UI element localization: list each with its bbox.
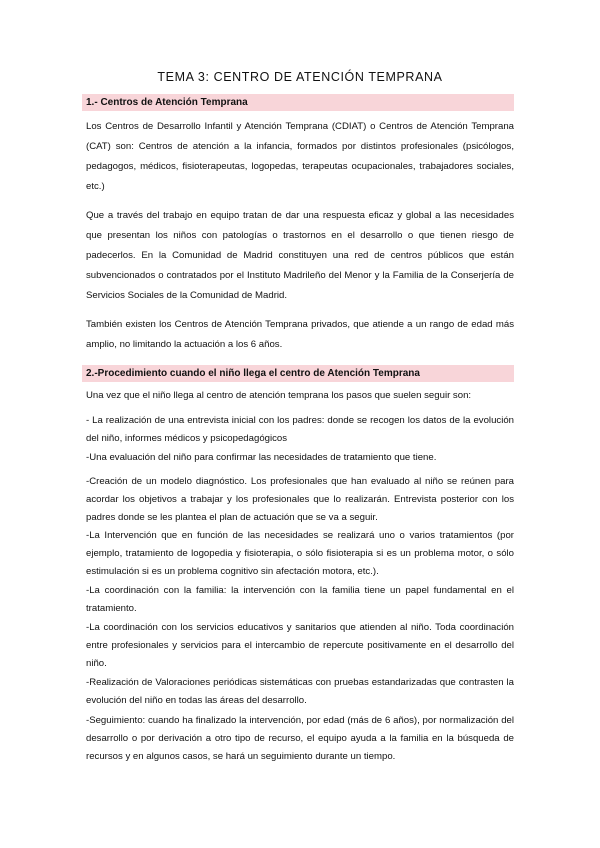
section-2-heading: 2.-Procedimiento cuando el niño llega el centro de Atención Temprana	[82, 365, 514, 382]
section-2-intro: Una vez que el niño llega al centro de atención temprana los pasos que suelen seguir son:	[86, 390, 472, 401]
step-4: -La Intervención que en función de las necesidades se realizará uno o varios tratamientos (por ejemplo, tratamiento de logopedia y fisioterapia, o sólo fisioterapia si es un problema motor, o sólo estimulación si es un problema cognitivo sin afectación motora, etc.).	[86, 530, 514, 577]
step-7: -Realización de Valoraciones periódicas sistemáticas con pruebas estandarizadas que contrasten la evolución del niño en todas las áreas del desarrollo.	[86, 677, 514, 706]
step-2: -Una evaluación del niño para confirmar las necesidades de tratamiento que tiene.	[86, 452, 437, 463]
step-5: -La coordinación con la familia: la intervención con la familia tiene un papel fundamental en el tratamiento.	[86, 585, 514, 614]
step-1: - La realización de una entrevista inicial con los padres: donde se recogen los datos de la evolución del niño, informes médicos y psicopedagógicos	[86, 415, 514, 444]
section-1-paragraph-2: Que a través del trabajo en equipo tratan de dar una respuesta eficaz y global a las necesidades que presentan los niños con patologías o trastornos en el desarrollo o que tienen riesgo de padecerlos. En la Comunidad de Madrid constituyen una red de centros públicos que están subvencionados o contratados por el Instituto Madrileño del Menor y la Familia de la Conserjería de Servicios Sociales de la Comunidad de Madrid.	[86, 210, 514, 301]
section-1-paragraph-3: También existen los Centros de Atención Temprana privados, que atiende a un rango de edad más amplio, no limitando la actuación a los 6 años.	[86, 319, 514, 350]
step-3: -Creación de un modelo diagnóstico. Los profesionales que han evaluado al niño se reúnen para acordar los objetivos a trabajar y los profesionales que lo realizarán. Entrevista posterior con los padres donde se les plantea el plan de actuación que se va a seguir.	[86, 476, 514, 523]
section-1-paragraph-1: Los Centros de Desarrollo Infantil y Atención Temprana (CDIAT) o Centros de Atención Temprana (CAT) son: Centros de atención a la infancia, formados por distintos profesionales (psicólogos, pedagogos, médicos, fisioterapeutas, logopedas, terapeutas ocupacionales, trabajadores sociales, etc.)	[86, 121, 514, 192]
section-1-heading: 1.- Centros de Atención Temprana	[82, 94, 514, 111]
step-8: -Seguimiento: cuando ha finalizado la intervención, por edad (más de 6 años), por normalización del desarrollo o por derivación a otro tipo de recurso, el equipo ayuda a la familia en la búsqueda de recursos y en algunos casos, se hará un seguimiento durante un tiempo.	[86, 715, 514, 762]
document-title: TEMA 3: CENTRO DE ATENCIÓN TEMPRANA	[157, 70, 443, 84]
step-6: -La coordinación con los servicios educativos y sanitarios que atienden al niño. Toda coordinación entre profesionales y servicios para el intercambio de repercute positivamente en el desarrollo del niño.	[86, 622, 514, 669]
